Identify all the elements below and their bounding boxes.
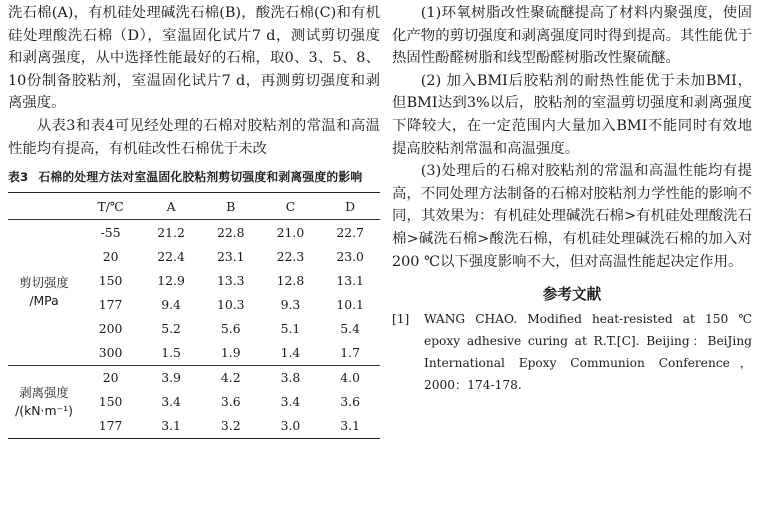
value-cell: 21.2 [157,224,185,240]
value-cell: 3.4 [280,394,301,410]
temperature-cell: 150 [98,272,123,288]
table-row [8,220,380,245]
value-cell: 5.1 [280,321,301,337]
value-cell: 9.3 [280,296,301,312]
table-row [8,365,380,390]
table-caption [8,168,380,186]
temperature-cell: 177 [98,418,123,434]
value-cell: 3.6 [220,394,241,410]
value-cell: 13.1 [336,272,364,288]
value-cell: 3.9 [141,365,201,390]
table-title: 石棉的处理方法对室温固化胶粘剂剪切强度和剥离强度的影响 [38,170,363,185]
value-cell: 5.2 [161,321,181,337]
reference-item [392,308,752,396]
value-cell: 1.4 [280,345,301,361]
value-cell: 10.3 [216,296,245,312]
header-cell-temperature: T/℃ [80,193,141,220]
value-cell: 12.8 [276,272,305,288]
value-cell: 13.3 [216,272,245,288]
header-cell-group [8,193,80,220]
left-column [8,2,380,439]
value-cell: 23.1 [216,248,245,264]
table-number: 表3 [8,170,29,185]
table-header-row [8,193,380,220]
value-cell: 9.4 [161,296,181,312]
conclusion-2: (2) 加入BMI后胶粘剂的耐热性能优于未加BMI，但BMI达到3%以后，胶粘剂的室温剪切强度和剥离强度下降较大，在一定范围内大量加入BMI不能同时有效地提高胶粘剂常温和高温强度。 [392,72,752,157]
temperature-cell: 300 [98,345,123,361]
header-cell-b: B [201,193,261,220]
conclusion-1: (1)环氧树脂改性聚硫醚提高了材料内聚强度，使固化产物的剪切强度和剥离强度同时得到提高。其性能优于热固性酚醛树脂和线型酚醛树脂改性聚硫醚。 [392,5,752,67]
value-cell: 3.0 [280,418,301,434]
value-cell: 1.7 [340,345,360,361]
value-cell: 5.6 [220,321,241,337]
value-cell: 3.4 [161,394,181,410]
value-cell: 5.4 [340,321,360,337]
peel-strength-label: 剥离强度 /(kN·m⁻¹) [8,365,80,438]
value-cell: 22.3 [276,248,305,264]
right-column [392,2,752,396]
table-body [8,220,380,439]
temperature-cell: -55 [100,224,121,240]
header-cell-c: C [261,193,321,220]
value-cell: 3.6 [340,394,360,410]
value-cell: 22.4 [157,248,185,264]
temperature-cell: 20 [102,248,119,264]
temperature-cell: 177 [98,296,123,312]
shear-strength-label: 剪切强度 /MPa [19,275,69,309]
value-cell: 23.0 [336,248,364,264]
paragraph-table-discussion: 从表3和表4可见经处理的石棉对胶粘剂的常温和高温性能均有提高，有机硅改性石棉优于未改 [8,117,380,157]
references-heading: 参考文献 [542,286,602,304]
value-cell: 1.9 [220,345,241,361]
value-cell: 3.8 [261,365,321,390]
reference-text: WANG CHAO. Modified heat-resisted at 150 ℃ epoxy adhesive curing at R.T.[C]. Beijing：BeiJing International Epoxy Communion Conference，2000：174-178. [424,312,752,393]
header-cell-d: D [320,193,380,220]
value-cell: 3.1 [340,418,360,434]
conclusion-3: (3)处理后的石棉对胶粘剂的常温和高温性能均有提高，不同处理方法制备的石棉对胶粘剂力学性能的影响不同，其效果为：有机硅处理碱洗石棉>有机硅处理酸洗石棉>碱洗石棉>酸洗石棉，有机硅处理碱洗石棉的加入对200 ℃以下强度影响不大，但对高温性能起决定作用。 [392,163,752,270]
value-cell: 3.1 [161,418,181,434]
value-cell: 22.7 [336,224,364,240]
value-cell: 4.0 [320,365,380,390]
value-cell: 21.0 [276,224,305,240]
data-table [8,192,380,439]
value-cell: 12.9 [157,272,185,288]
value-cell: 4.2 [201,365,261,390]
value-cell: 10.1 [336,296,364,312]
temperature-cell: 150 [98,394,123,410]
temperature-cell: 20 [80,365,141,390]
header-cell-a: A [141,193,201,220]
value-cell: 3.2 [220,418,241,434]
value-cell: 1.5 [161,345,181,361]
temperature-cell: 200 [98,321,123,337]
reference-number: [1] [392,312,410,327]
value-cell: 22.8 [216,224,245,240]
paragraph-materials: 洗石棉(A)，有机硅处理碱洗石棉(B)，酸洗石棉(C)和有机硅处理酸洗石棉（D），室温固化试片7 d，测试剪切强度和剥离强度，从中选择性能最好的石棉，取0、3、5、8、10份制备胶粘剂，室温固化试片7 d，再测剪切强度和剥离强度。 [8,5,380,112]
